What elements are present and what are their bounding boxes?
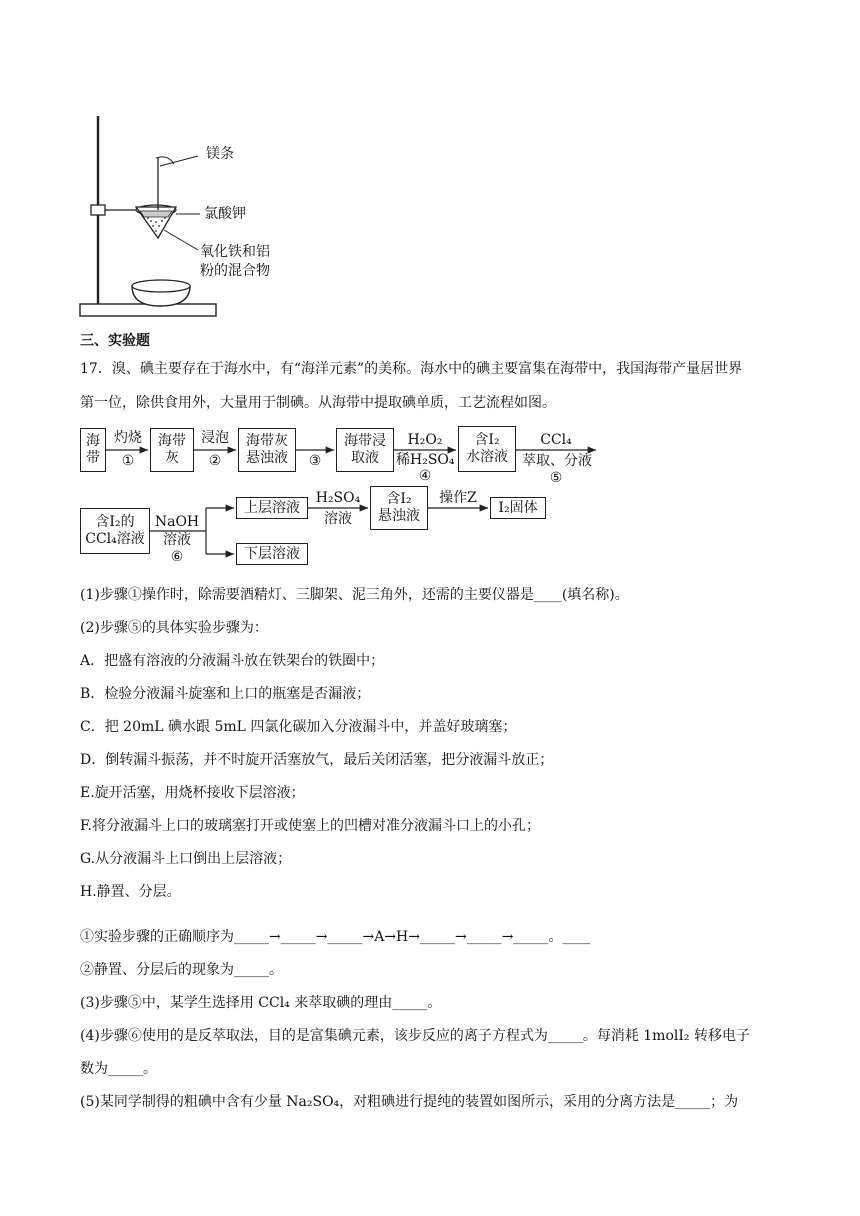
- label-magnesium-strip: 镁条: [206, 146, 234, 162]
- box-iodine-aqueous-l1: 含I₂: [474, 432, 500, 448]
- box-ash-suspension: [238, 428, 296, 472]
- subquestion-2: (2)步骤⑤的具体实验步骤为：: [80, 620, 268, 636]
- box-upper-layer: 上层溶液: [236, 497, 308, 519]
- box-iodine-ccl4: [80, 508, 150, 554]
- arrow6-label-mid: 溶液: [163, 532, 191, 548]
- step-h: H.静置、分层。: [80, 884, 181, 900]
- step-a: A．把盛有溶液的分液漏斗放在铁架台的铁圈中；: [80, 653, 385, 669]
- subquestion-1: (1)步骤①操作时，除需要酒精灯、三脚架、泥三角外，还需的主要仪器是____(填名称)。: [80, 587, 629, 603]
- arrow3-label-bottom: ③: [308, 453, 322, 469]
- arrow5-label-mid: 萃取、分液: [522, 453, 592, 469]
- label-mixture-line1: 氧化铁和铝: [200, 244, 270, 260]
- box-seaweed-ash-l2: 灰: [165, 450, 179, 466]
- question-intro-line2: 第一位，除供食用外，大量用于制碘。从海带中提取碘单质，工艺流程如图。: [80, 395, 556, 411]
- box-leach-liquid-l2: 取液: [351, 450, 379, 466]
- arrow5-label-bottom: ⑤: [549, 470, 563, 486]
- subquestion-4-line1: (4)步骤⑥使用的是反萃取法，目的是富集碘元素，该步反应的离子方程式为_____。每消耗 1molI₂ 转移电子: [80, 1028, 750, 1044]
- subquestion-2-part2: ②静置、分层后的现象为_____。: [80, 962, 283, 978]
- box-seaweed-ash-l1: 海带: [158, 433, 186, 449]
- arrow1-label-bottom: ①: [121, 453, 135, 469]
- box-iodine-aqueous-l2: 水溶液: [466, 449, 508, 465]
- arrow1-label-top: 灼烧: [114, 430, 142, 446]
- label-mixture-line2: 粉的混合物: [200, 263, 270, 279]
- step-g: G.从分液漏斗上口倒出上层溶液；: [80, 851, 292, 867]
- box-seaweed-l2: 带: [86, 450, 100, 466]
- arrow4-label-top: H₂O₂: [407, 432, 443, 448]
- apparatus-figure: [78, 110, 308, 325]
- subquestion-3: (3)步骤⑤中，某学生选择用 CCl₄ 来萃取碘的理由_____。: [80, 995, 442, 1011]
- arrow6-label-bottom: ⑥: [170, 549, 184, 565]
- box-lower-layer: 下层溶液: [236, 543, 308, 565]
- arrow6-label-top: NaOH: [154, 514, 200, 530]
- thermite-apparatus-drawing: [78, 110, 308, 325]
- arrow4-label-bottom: ④: [418, 468, 432, 484]
- step-b: B．检验分液漏斗旋塞和上口的瓶塞是否漏液；: [80, 686, 371, 702]
- box-iodine-solid: I₂固体: [490, 497, 546, 519]
- step-d: D．倒转漏斗振荡，并不时旋开活塞放气，最后关闭活塞，把分液漏斗放正；: [80, 752, 554, 768]
- box-iodine-ccl4-l2: CCl₄溶液: [85, 531, 145, 547]
- box-leach-liquid-l1: 海带浸: [344, 433, 386, 449]
- box-iodine-suspension-l2: 悬浊液: [378, 508, 420, 524]
- box-iodine-suspension-l1: 含I₂: [386, 491, 412, 507]
- arrow4-label-mid: 稀H₂SO₄: [396, 452, 455, 468]
- box-seaweed-ash: [150, 428, 194, 472]
- label-potassium-chlorate: 氯酸钾: [204, 206, 246, 222]
- box-ash-suspension-l1: 海带灰: [246, 433, 288, 449]
- step-e: E.旋开活塞，用烧杯接收下层溶液；: [80, 785, 305, 801]
- arrow8-label-top: 操作Z: [439, 490, 477, 506]
- question-intro-line1: 17．溴、碘主要存在于海水中，有“海洋元素”的美称。海水中的碘主要富集在海带中，我国海带产量居世界: [80, 361, 743, 377]
- arrow7-label-top: H₂SO₄: [315, 490, 361, 506]
- arrow5-label-top: CCl₄: [540, 432, 572, 448]
- arrow2-label-bottom: ②: [208, 453, 222, 469]
- box-seaweed: [80, 428, 106, 472]
- subquestion-4-line2: 数为_____。: [80, 1061, 157, 1077]
- arrow7-label-bottom: 溶液: [324, 511, 352, 527]
- section-title: 三、实验题: [80, 333, 150, 349]
- step-f: F.将分液漏斗上口的玻璃塞打开或使塞上的凹槽对准分液漏斗口上的小孔；: [80, 818, 540, 834]
- box-iodine-ccl4-l1: 含I₂的: [95, 514, 135, 530]
- box-ash-suspension-l2: 悬浊液: [246, 450, 288, 466]
- step-c: C．把 20mL 碘水跟 5mL 四氯化碳加入分液漏斗中，并盖好玻璃塞；: [80, 719, 517, 735]
- arrow2-label-top: 浸泡: [201, 430, 229, 446]
- box-iodine-aqueous: [458, 426, 516, 472]
- process-flowchart: [0, 420, 860, 580]
- box-seaweed-l1: 海: [86, 433, 100, 449]
- subquestion-2-part1: ①实验步骤的正确顺序为_____→_____→_____→A→H→_____→_____→_____。____: [80, 929, 591, 945]
- subquestion-5: (5)某同学制得的粗碘中含有少量 Na₂SO₄，对粗碘进行提纯的装置如图所示，采用的分离方法是_____；为: [80, 1094, 739, 1110]
- box-leach-liquid: [336, 428, 394, 472]
- box-iodine-suspension: [370, 486, 428, 530]
